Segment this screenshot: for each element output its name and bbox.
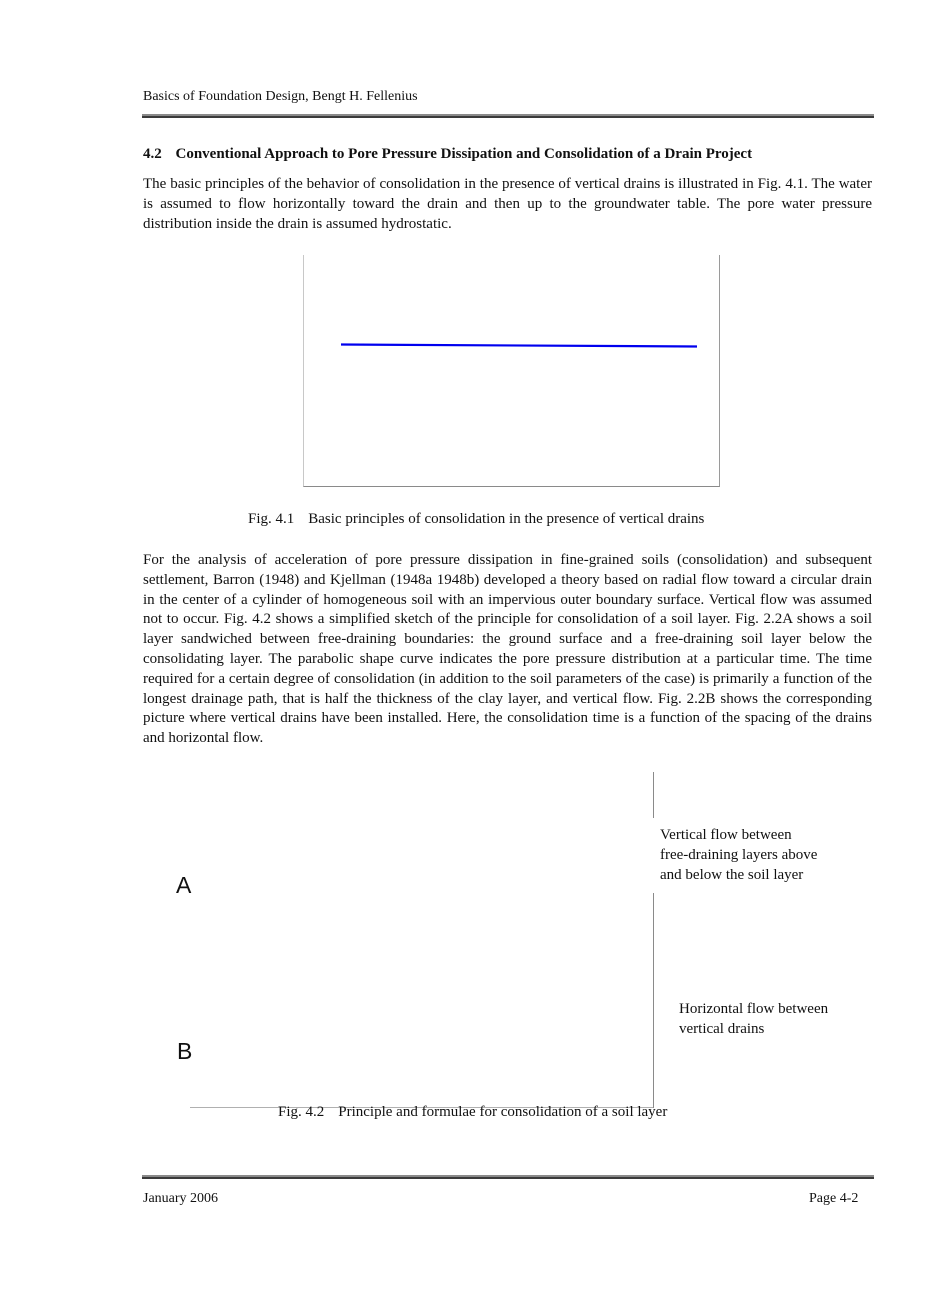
- groundwater-line: [341, 345, 697, 347]
- note-line: Horizontal flow between: [679, 1001, 829, 1017]
- footer-page-number: Page 4-2: [809, 1191, 859, 1206]
- section-title: Conventional Approach to Pore Pressure Dissipation and Consolidation of a Drain Project: [175, 146, 753, 162]
- footer-rule: [142, 1175, 874, 1179]
- note-horizontal-flow: [679, 999, 828, 1039]
- note-line: free-draining layers above: [660, 847, 818, 863]
- note-vertical-flow: [660, 825, 817, 885]
- figure-4-2-caption: [278, 1104, 667, 1121]
- paragraph-intro: The basic principles of the behavior of consolidation in the presence of vertical drains is illustrated in Fig. 4.1. The water is assumed to flow horizontally toward the drain and then up to the groundwater table. The pore water pressure distribution inside the drain is assumed hydrostatic.: [143, 176, 872, 232]
- figure-4-1-label: Fig. 4.1: [248, 511, 295, 527]
- footer-date: January 2006: [143, 1191, 219, 1206]
- header-rule: [142, 114, 874, 118]
- note-line: and below the soil layer: [660, 867, 804, 883]
- figure-4-1-caption: [248, 511, 704, 528]
- figure-4-2-caption-text: Principle and formulae for consolidation of a soil layer: [338, 1104, 668, 1120]
- section-heading: [143, 146, 752, 163]
- section-number: 4.2: [143, 146, 162, 162]
- note-line: Vertical flow between: [660, 827, 792, 843]
- panel-a-label: A: [176, 872, 192, 898]
- figure-4-2-divider-bottom: [653, 893, 654, 1108]
- paragraph-theory: For the analysis of acceleration of pore pressure dissipation in fine-grained soils (consolidation) and subsequent settlement, Barron (1948) and Kjellman (1948a 1948b) developed a theory based on radial flow toward a circular drain in the center of a cylinder of homogeneous soil with an impervious outer boundary surface. Vertical flow was assumed not to occur. Fig. 4.2 shows a simplified sketch of the principle for consolidation of a soil layer. Fig. 2.2A shows a soil layer sandwiched between free-draining boundaries: the ground surface and a free-draining soil layer below the consolidating layer. The parabolic shape curve indicates the pore pressure distribution at a particular time. The time required for a certain degree of consolidation (in addition to the soil parameters of the case) is primarily a function of the longest drainage path, that is half the thickness of the clay layer, and vertical flow. Fig. 2.2B shows the corresponding picture where vertical drains have been installed. Here, the consolidation time is a function of the spacing of the drains and horizontal flow.: [143, 552, 872, 747]
- panel-b-label: B: [177, 1038, 193, 1064]
- note-line: vertical drains: [679, 1021, 765, 1037]
- figure-4-2-divider-top: [653, 772, 654, 818]
- figure-4-1-caption-text: Basic principles of consolidation in the presence of vertical drains: [308, 511, 705, 527]
- running-head: Basics of Foundation Design, Bengt H. Fellenius: [143, 89, 418, 104]
- figure-4-1: [303, 255, 720, 487]
- figure-4-2-label: Fig. 4.2: [278, 1104, 325, 1120]
